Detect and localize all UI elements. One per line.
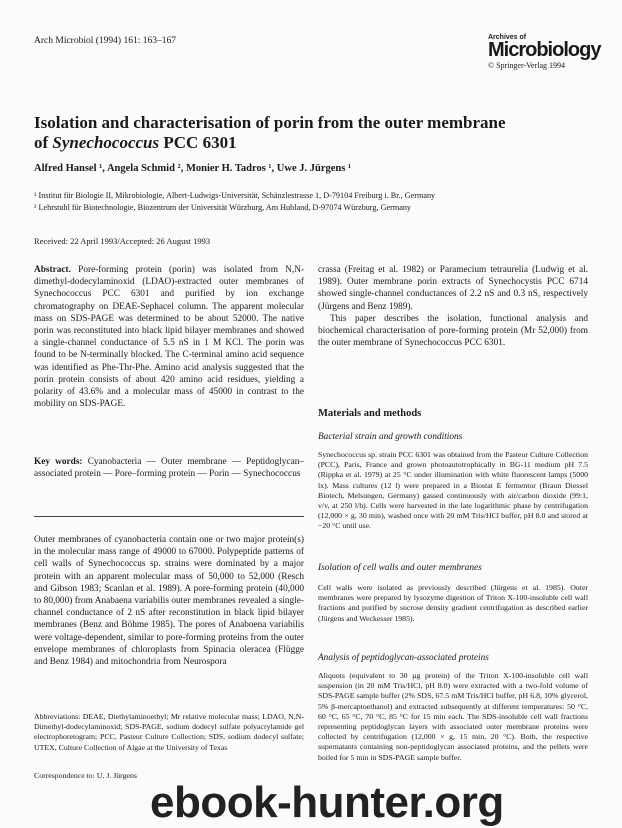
subheading-isolation: Isolation of cell walls and outer membranes [318,563,482,573]
introduction: Outer membranes of cyanobacteria contain one or two major protein(s) in the molecular mass range of 49000 to 67000. Polypeptide patterns of cell walls of Synechococcus sp. strains were dominated by a major protein with an apparent molecular mass of 50,000 to 52,000 (Resch and Gibson 1983; Scanlan et al. 1989). A pore-forming protein (40,000 to 80,000) from Anabaena variabilis outer membranes revealed a single-channel conductance of 2 nS after reconstitution in black lipid bilayer membranes (Benz and Böhme 1985). The pores of Anaboena variabilis were voltage-dependent, similar to pore-forming proteins from the outer envelope membranes of chloroplasts from Spinacia oleracea (Flügge and Benz 1984) and mitochondria from Neurospora [34,535,304,668]
strain-text: Synechococcus sp. strain PCC 6301 was obtained from the Pasteur Culture Collection (PCC), Paris, France and grown photoautotrophically in BG-11 medium pH 7.5 (Rippka et al. 1979) at 25 °C under illumination with white fluorescent lamps (5000 lx). Mass cultures (12 l) were prepared in a Biostat E fermentor (Braun Diessel Biotech, Melsungen, Germany) gassed continuously with air/carbon dioxide (99:1, v/v, at 250 l/h). Cells were harvested in the late logarithmic phase by centrifugation (12,000 × g, 30 min), washed once with 20 mM Tris/HCl buffer, pH 8.0 and stored at −20 °C until use. [318,450,588,531]
right-intro-para2: This paper describes the isolation, functional analysis and biochemical characterisation of pore-forming protein (Mr 52,000) from the outer membrane of Synechococcus PCC 6301. [318,313,588,349]
subheading-peptidoglycan: Analysis of peptidoglycan-associated proteins [318,653,489,663]
journal-logo [488,34,601,70]
right-intro [318,264,588,349]
keywords-label: Key words: [34,457,83,467]
keywords-text: Cyanobacteria — Outer membrane — Peptidoglycan–associated protein — Pore–forming protein — Porin — Synechococcus [34,457,304,480]
authors: Alfred Hansel ¹, Angela Schmid ², Monier H. Tadros ¹, Uwe J. Jürgens ¹ [34,163,352,174]
isolation-text: Cell walls were isolated as previously described (Jürgens et al. 1985). Outer membranes were prepared by lysozyme digestion of Triton X-100-insoluble cell wall fractions and purified by sucrose density gradient centrifugation as described earlier (Jürgens and Weckesser 1985). [318,583,588,623]
title-line-1: Isolation and characterisation of porin from the outer membrane [34,113,506,132]
received-date: Received: 22 April 1993/Accepted: 26 August 1993 [34,236,211,246]
peptidoglycan-text: Aliquots (equivalent to 30 µg protein) of the Triton X-100-insoluble cell wall suspension (in 20 mM Tris/HCl, pH 8.0) were extracted with a two-fold volume of SDS-PAGE sample buffer (2% SDS, 67.5 mM Tris/HCl buffer, pH 6.8, 10% glycerol, 5% β-mercaptoethanol) and extracted subsequently at different temperatures: 50 °C, 60 °C, 65 °C, 70 °C, 85 °C for 15 min each. The SDS-insoluble cell wall fractions representing peptidoglycan layers with associated outer membrane proteins were collected by centrifugation (12,000 × g, 15 min, 20 °C). Both, the respective supernatants containing non-peptidoglycan associated proteins, and the pellets were boiled for 5 min in SDS-PAGE sample buffer. [318,671,588,762]
watermark: ebook-hunter.org [150,778,504,827]
abstract-label: Abstract. [34,265,71,275]
article-title [34,113,594,153]
citation: Arch Microbiol (1994) 161: 163–167 [34,36,176,46]
subheading-strain: Bacterial strain and growth conditions [318,432,463,442]
journal-big: Microbiology [488,39,601,61]
affiliation-1: ¹ Institut für Biologie II, Mikrobiologie, Albert-Ludwigs-Universität, Schänzlestrasse 1, D-79104 Freiburg i. Br., Germany [34,191,436,200]
right-intro-para1: crassa (Freitag et al. 1982) or Paramecium tetraurelia (Ludwig et al. 1989). Outer membrane porin extracts of Synechocystis PCC 6714 showed single-channel conductances of 2.2 nS and 0.3 nS, respectively (Jürgens and Benz 1989). [318,265,588,312]
abstract-text: Pore-forming protein (porin) was isolated from N,N-dimethyl-dodecylaminoxid (LDAO)-extracted outer membranes of Synechococcus PCC 6301 and purified by ion exchange chromatography on DEAE-Sephacel column. The apparent molecular mass on SDS-PAGE was determined to be about 52000. The native porin was reconstituted into black lipid bilayer membranes and showed a single-channel conductance of 5.5 nS in 1 M KCl. The porin was found to be N-terminally blocked. The C-terminal amino acid sequence was identified as Phe-Thr-Phe. Amino acid analysis suggested that the porin protein consists of about 420 amino acid residues, yielding a polarity of 43.6% and a molecular mass of 45000 in contrast to the mobility on SDS-PAGE. [34,265,305,410]
correspondence: Correspondence to: U. J. Jürgens [34,771,137,780]
keywords [34,456,304,480]
publisher: © Springer-Verlag 1994 [488,61,566,70]
abbreviations: Abbreviations: DEAE, Diethylaminoethyl; Mr relative molecular mass; LDAO, N,N-Dimethyl-dodecylaminoxid; SDS-PAGE, sodium dodecyl sulfate polyacrylamide gel electrophoretogram; PCC, Pasteur Culture Collection; SDS, sodium dodecyl sulfate; UTEX, Culture Collection of Algae at the University of Texas [34,712,304,752]
abstract [34,264,304,410]
methods-heading: Materials and methods [318,408,422,419]
affiliation-2: ² Lehrstuhl für Biotechnologie, Biozentrum der Universität Würzburg, Am Hubland, D-97074 Würzburg, Germany [34,203,412,212]
journal-small: Archives of [488,34,527,41]
divider [34,516,304,517]
title-line-2: of Synechococcus PCC 6301 [34,133,237,152]
